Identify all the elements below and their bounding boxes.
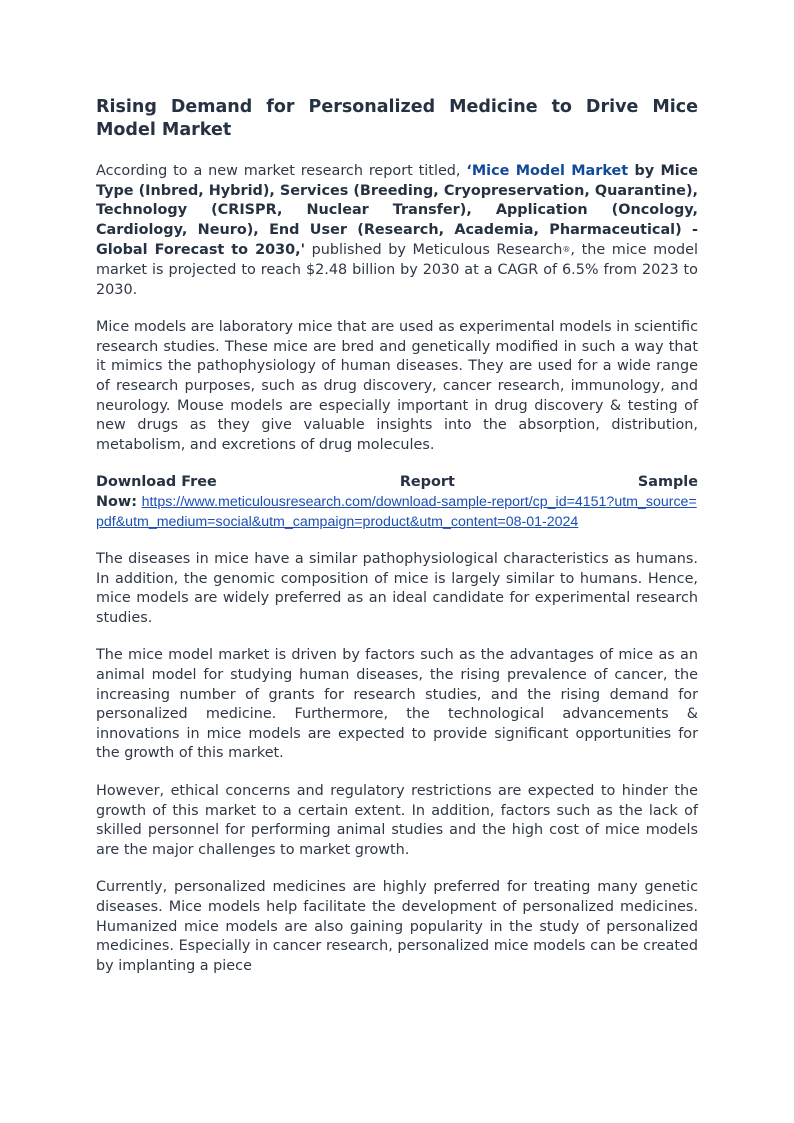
download-sample-link[interactable]: https://www.meticulousresearch.com/download-sample-report/cp_id=4151?utm_source=pdf&utm_medium=social&utm_campaign=product&utm_content=08-01-2024 (96, 493, 697, 530)
publisher-text: published by Meticulous Research (305, 242, 563, 259)
report-name-rest: by Mice Type (Inbred, Hybrid), Services (Breeding, Cryopreservation, Quarantine), Technology (CRISPR, Nuclear Transfer), Application (Oncology, Cardiology, Neuro), End User (Research, Academia, Pharmaceutical) - Global Forecast to 2030,' (96, 163, 698, 259)
now-label: Now: (96, 493, 137, 510)
body-paragraph-mice-models: Mice models are laboratory mice that are used as experimental models in scientific research studies. These mice are bred and genetically modified in such a way that it mimics the pathophysiology of human diseases. They are used for a wide range of research purposes, such as drug discovery, cancer research, immunology, and neurology. Mouse models are especially important in drug discovery & testing of new drugs as they give valuable insights into the absorption, distribution, metabolism, and excretions of drug molecules. (96, 319, 698, 453)
download-label-word: Download Free (96, 474, 217, 491)
forecast-text: , the mice model market is projected to reach $2.48 billion by 2030 at a CAGR of 6.5% from 2023 to 2030. (96, 242, 698, 298)
registered-mark: ® (562, 245, 571, 255)
page-title: Rising Demand for Personalized Medicine to Drive Mice Model Market (96, 97, 698, 140)
document-page (96, 96, 698, 994)
body-paragraph-challenges: However, ethical concerns and regulatory restrictions are expected to hinder the growth of this market to a certain extent. In addition, factors such as the lack of skilled personnel for performing animal studies and the high cost of mice models are the major challenges to market growth. (96, 783, 698, 858)
download-link-line (96, 493, 698, 532)
body-paragraph-diseases: The diseases in mice have a similar pathophysiological characteristics as humans. In addition, the genomic composition of mice is largely similar to humans. Hence, mice models are widely preferred as an ideal candidate for experimental research studies. (96, 551, 698, 626)
intro-paragraph (96, 162, 698, 300)
download-label-line (96, 473, 698, 493)
body-paragraph-personalized: Currently, personalized medicines are highly preferred for treating many genetic diseases. Mice models help facilitate the development of personalized medicines. Humanized mice models are also gaining popularity in the study of personalized medicines. Especially in cancer research, personalized mice models can be created by implanting a piece (96, 879, 698, 974)
report-label-word: Report (399, 474, 455, 491)
report-name-highlight: ‘Mice Model Market (466, 163, 629, 179)
body-paragraph-market-drivers: The mice model market is driven by factors such as the advantages of mice as an animal model for studying human diseases, the rising prevalence of cancer, the increasing number of grants for research studies, and the rising demand for personalized medicine. Furthermore, the technological advancements & innovations in mice models are expected to provide significant opportunities for the growth of this market. (96, 647, 698, 762)
download-sample-block (96, 473, 698, 532)
intro-text: According to a new market research report titled, (96, 163, 467, 179)
sample-label-word: Sample (637, 474, 698, 491)
